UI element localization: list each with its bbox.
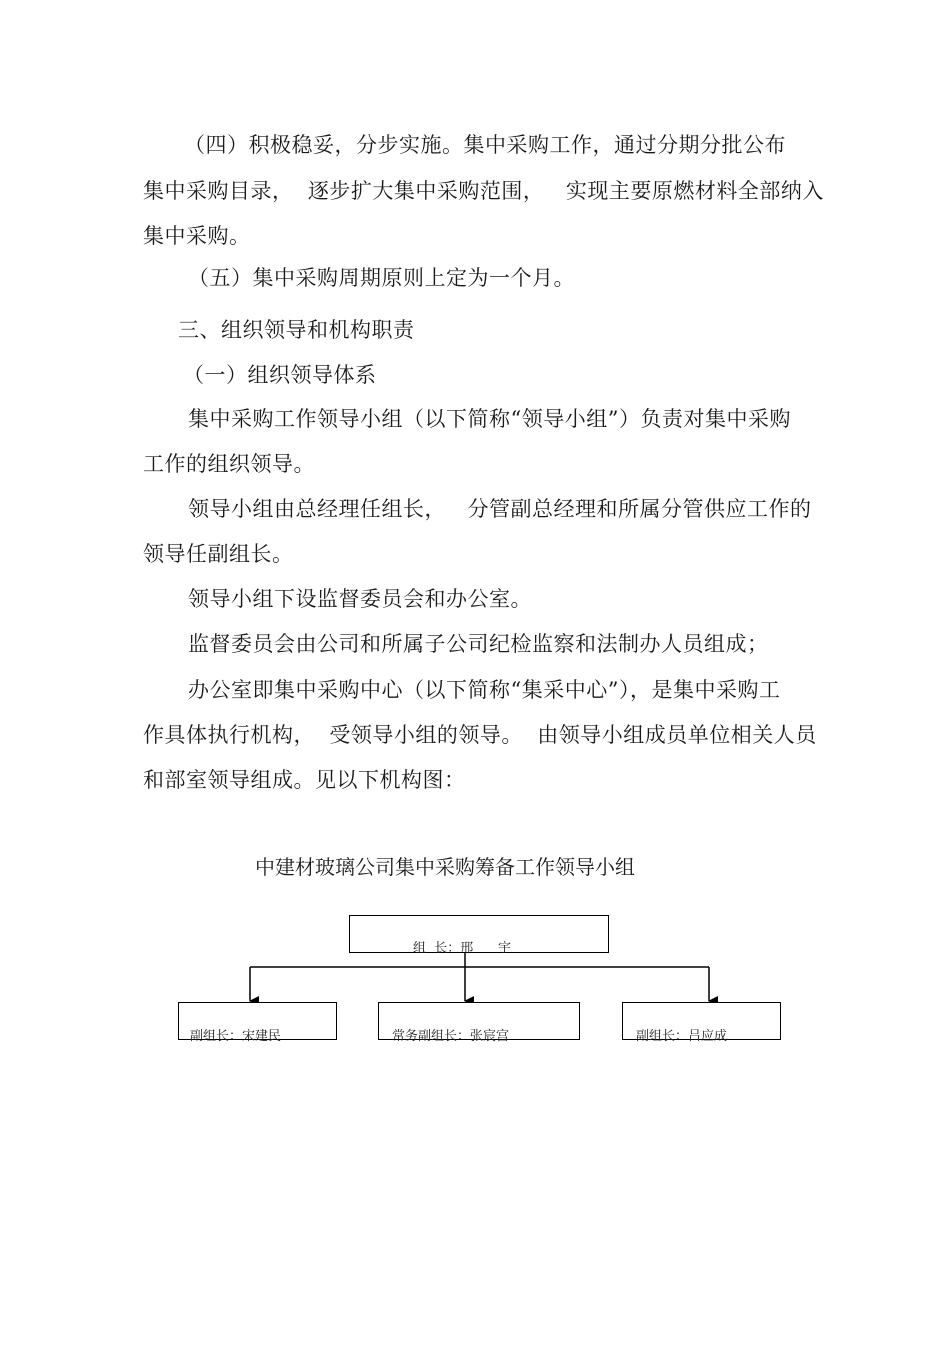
para2: （五）集中采购周期原则上定为一个月。 bbox=[188, 266, 575, 290]
para1-line3: 集中采购。 bbox=[143, 224, 251, 248]
subsection-heading: （一）组织领导体系 bbox=[183, 363, 377, 387]
para4-line1: 领导小组由总经理任组长， 分管副总经理和所属分管供应工作的 bbox=[188, 497, 812, 521]
para7-line2: 作具体执行机构， 受领导小组的领导。 由领导小组成员单位相关人员 bbox=[143, 723, 817, 747]
para6: 监督委员会由公司和所属子公司纪检监察和法制办人员组成； bbox=[188, 632, 769, 656]
para1-line2: 集中采购目录， 逐步扩大集中采购范围， 实现主要原燃材料全部纳入 bbox=[143, 179, 824, 203]
para3-line1: 集中采购工作领导小组（以下简称“领导小组”）负责对集中采购 bbox=[188, 407, 791, 431]
deputy-label-1: 副组长：宋建民 bbox=[190, 1029, 282, 1044]
head-label: 组 长：邢 宇 bbox=[413, 941, 512, 956]
para5: 领导小组下设监督委员会和办公室。 bbox=[188, 587, 532, 611]
deputy-label-2: 常务副组长：张宸宫 bbox=[392, 1029, 510, 1044]
deputy-label-3: 副组长：吕应成 bbox=[636, 1029, 728, 1044]
para1-line1: （四）积极稳妥，分步实施。集中采购工作，通过分期分批公布 bbox=[184, 133, 786, 157]
para4-line2: 领导任副组长。 bbox=[143, 542, 294, 566]
para3-line2: 工作的组织领导。 bbox=[143, 452, 315, 476]
para7-line1: 办公室即集中采购中心（以下简称“集采中心”），是集中采购工 bbox=[188, 678, 781, 702]
para7-line3: 和部室领导组成。见以下机构图： bbox=[143, 768, 466, 792]
org-chart-title: 中建材玻璃公司集中采购筹备工作领导小组 bbox=[255, 855, 635, 879]
section-heading: 三、组织领导和机构职责 bbox=[178, 318, 415, 342]
